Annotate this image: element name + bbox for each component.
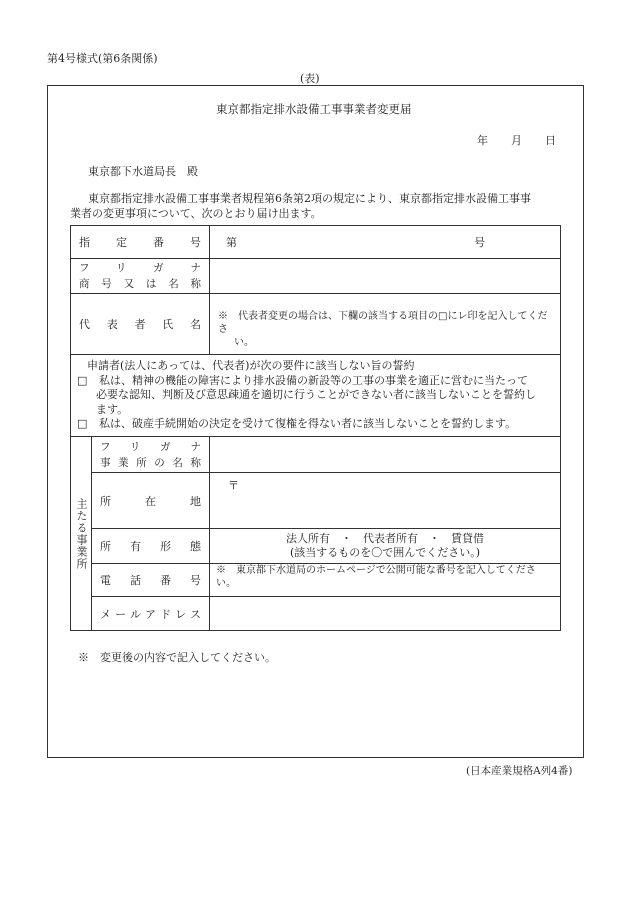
office-address-row	[71, 473, 561, 529]
representative-note-line-2: い。	[234, 337, 254, 348]
pledge-item-2: 私は、破産手続開始の決定を受けて復権を得ない者に該当しないことを誓約します。	[99, 417, 517, 431]
email-row	[71, 597, 561, 631]
phone-label: 電話番号	[92, 564, 210, 597]
addressee: 東京都下水道局長 殿	[88, 165, 198, 178]
designation-suffix: 号	[474, 236, 486, 249]
phone-note: ※ 東京都下水道局のホームページで公開可能な番号を記入してください。	[216, 565, 536, 589]
form-title: 東京都指定排水設備工事事業者変更届	[216, 102, 412, 116]
designation-prefix: 第	[226, 236, 237, 249]
pledge-checkbox-2[interactable]: □	[77, 417, 88, 431]
representative-label: 代表者氏名	[71, 294, 210, 355]
pledge-item-1-line-3: ます。	[96, 402, 129, 416]
ownership-options: 法人所有 ・ 代表者所有 ・ 賃貸借	[286, 532, 484, 545]
email-field[interactable]	[210, 597, 561, 631]
representative-field[interactable]	[210, 294, 561, 355]
date-year: 年	[477, 134, 488, 147]
notification-table	[70, 225, 561, 631]
phone-row	[71, 564, 561, 597]
pledge-section	[71, 355, 561, 437]
ownership-row	[71, 529, 561, 564]
pledge-item-1-line-2: 必要な認知、判断及び意思疎通を適切に行うことができない者に該当しないことを誓約し	[96, 388, 536, 402]
pledge-checkbox-1[interactable]: □	[77, 373, 88, 387]
email-label: メールアドレス	[92, 597, 210, 631]
office-section-label: 主たる事業所	[71, 437, 92, 631]
designation-row	[71, 226, 561, 259]
paper-standard: (日本産業規格A列4番)	[466, 765, 573, 777]
office-address-label: 所在地	[92, 473, 210, 529]
side-label: (表)	[300, 72, 320, 85]
ownership-note: (該当するものを〇で囲んでください。)	[289, 546, 481, 559]
office-furigana-label: フリガナ	[100, 440, 201, 453]
footer-note: ※ 変更後の内容で記入してください。	[78, 651, 276, 664]
designation-field[interactable]	[210, 226, 561, 259]
office-name-label: 事業所の名称	[100, 456, 201, 469]
phone-field[interactable]	[210, 564, 561, 597]
office-name-row	[71, 437, 561, 473]
office-name-field[interactable]	[210, 437, 561, 473]
designation-label: 指定番号	[71, 226, 210, 259]
ownership-label: 所有形態	[92, 529, 210, 564]
pledge-item-1-line-1: 私は、精神の機能の障害により排水設備の新設等の工事の事業を適正に営むに当たって	[99, 373, 528, 387]
pledge-row	[71, 355, 561, 437]
representative-row	[71, 294, 561, 355]
date-month: 月	[511, 134, 522, 147]
trade-name-label: 商号又は名称	[79, 278, 201, 290]
date-day: 日	[545, 134, 556, 147]
intro-line-2: 業者の変更事項について、次のとおり届け出ます。	[70, 207, 322, 220]
office-address-field[interactable]	[210, 473, 561, 529]
representative-note-line-1: ※ 代表者変更の場合は、下欄の該当する項目の□にレ印を記入してくださ	[218, 311, 548, 335]
postal-mark: 〒	[228, 479, 239, 492]
pledge-heading: 申請者(法人にあっては、代表者)が次の要件に該当しない旨の誓約	[87, 359, 415, 373]
trade-name-row	[71, 259, 561, 294]
form-number: 第4号様式(第6条関係)	[47, 52, 158, 65]
intro-line-1: 東京都指定排水設備工事事業者規程第6条第2項の規定により、東京都指定排水設備工事事	[88, 192, 531, 205]
trade-name-field[interactable]	[210, 259, 561, 294]
furigana-label: フリガナ	[79, 262, 201, 274]
ownership-field[interactable]	[210, 529, 561, 564]
